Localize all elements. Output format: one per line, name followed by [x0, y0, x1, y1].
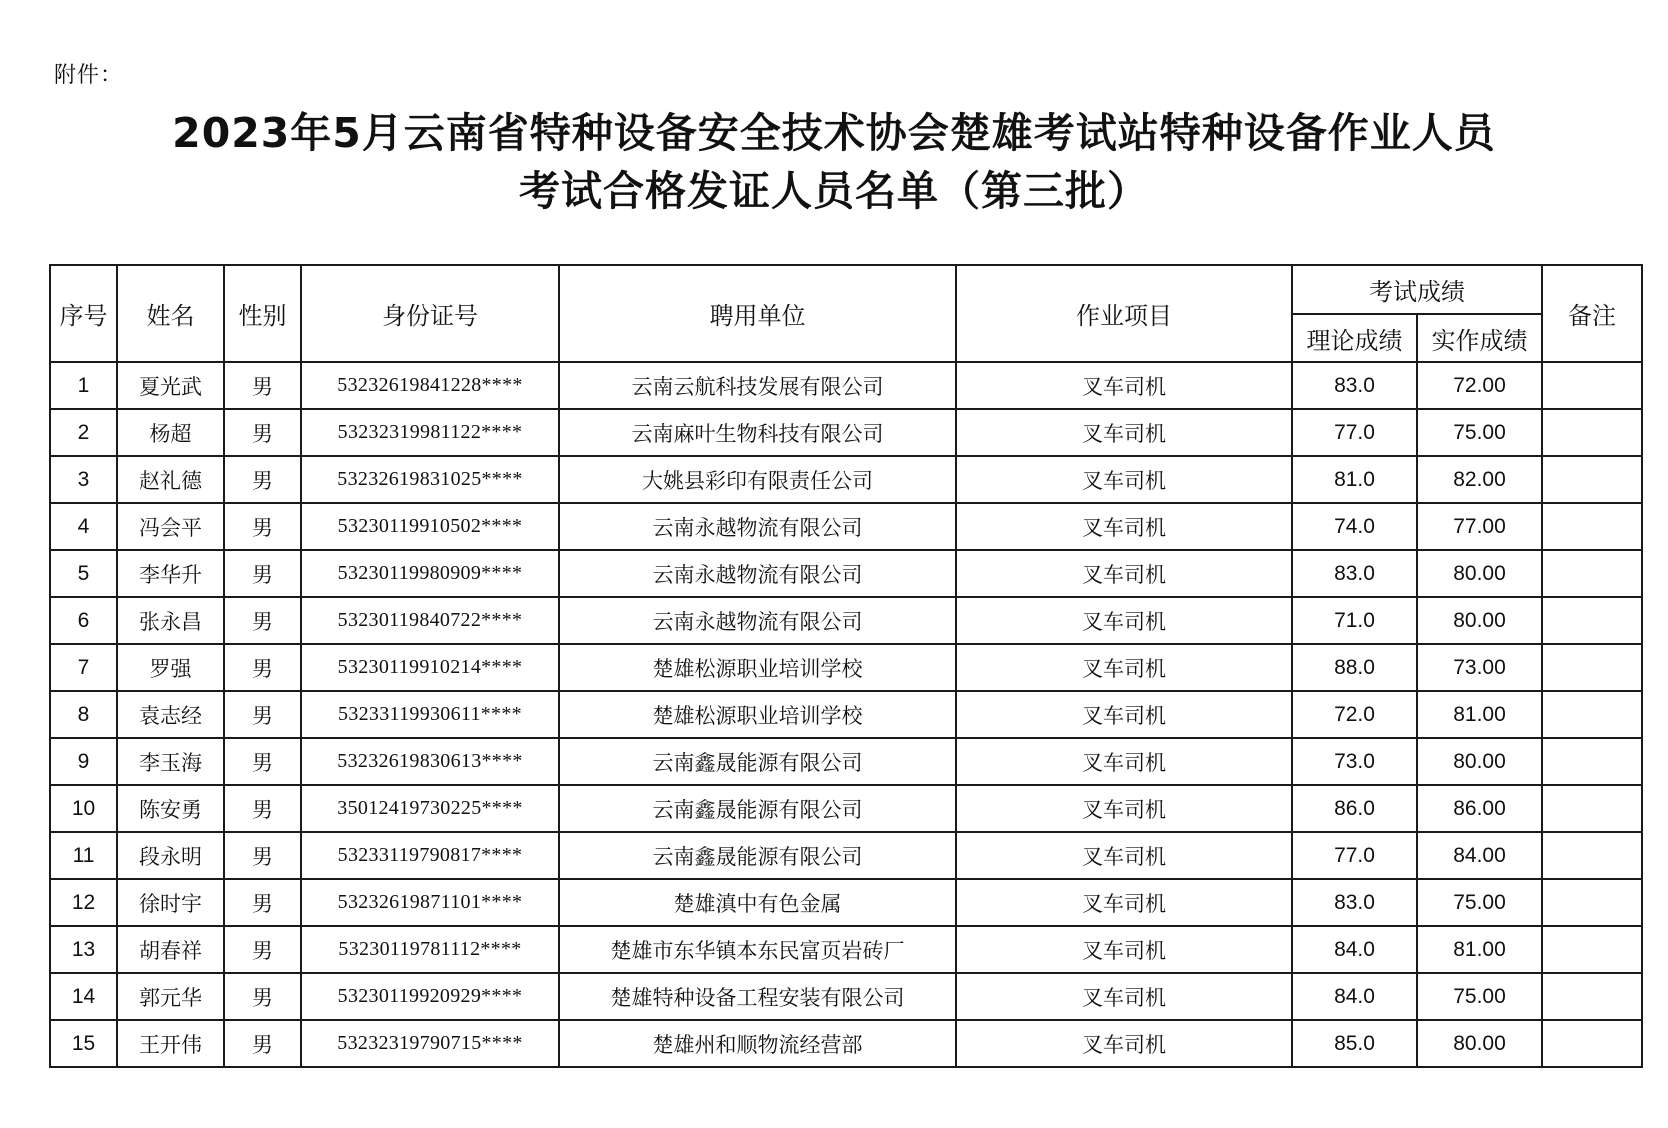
cell-theory-score: 84.0: [1292, 973, 1417, 1020]
document-title-line-2: 考试合格发证人员名单（第三批）: [519, 167, 1149, 215]
cell-employer: 云南麻叶生物科技有限公司: [559, 409, 956, 456]
cell-id-number: 53230119980909****: [301, 550, 559, 597]
attachment-label: 附件：: [54, 63, 124, 88]
cell-practical-score: 80.00: [1417, 738, 1542, 785]
cell-sex: 男: [224, 879, 301, 926]
cell-seq: 5: [50, 550, 117, 597]
cell-practical-score: 77.00: [1417, 503, 1542, 550]
cell-job-item: 叉车司机: [956, 503, 1292, 550]
cell-remark: [1542, 973, 1642, 1020]
cell-job-item: 叉车司机: [956, 832, 1292, 879]
cell-seq: 10: [50, 785, 117, 832]
cell-seq: 12: [50, 879, 117, 926]
cell-employer: 大姚县彩印有限责任公司: [559, 456, 956, 503]
cell-name: 杨超: [117, 409, 224, 456]
table-row: [50, 832, 1642, 879]
cell-sex: 男: [224, 926, 301, 973]
cell-sex: 男: [224, 832, 301, 879]
cell-name: 罗强: [117, 644, 224, 691]
cell-id-number: 53232619871101****: [301, 879, 559, 926]
cell-id-number: 53230119920929****: [301, 973, 559, 1020]
cell-employer: 楚雄特种设备工程安装有限公司: [559, 973, 956, 1020]
table-row: [50, 785, 1642, 832]
cell-theory-score: 73.0: [1292, 738, 1417, 785]
cell-theory-score: 85.0: [1292, 1020, 1417, 1067]
cell-name: 李华升: [117, 550, 224, 597]
cell-theory-score: 77.0: [1292, 409, 1417, 456]
table-row: [50, 644, 1642, 691]
cell-practical-score: 81.00: [1417, 691, 1542, 738]
table-row: [50, 597, 1642, 644]
cell-sex: 男: [224, 644, 301, 691]
cell-seq: 13: [50, 926, 117, 973]
cell-job-item: 叉车司机: [956, 550, 1292, 597]
header-job-item: 作业项目: [956, 265, 1292, 362]
cell-practical-score: 80.00: [1417, 597, 1542, 644]
cell-practical-score: 82.00: [1417, 456, 1542, 503]
cell-theory-score: 77.0: [1292, 832, 1417, 879]
cell-id-number: 53230119840722****: [301, 597, 559, 644]
cell-employer: 云南永越物流有限公司: [559, 503, 956, 550]
cell-seq: 6: [50, 597, 117, 644]
cell-id-number: 53230119910214****: [301, 644, 559, 691]
cell-theory-score: 74.0: [1292, 503, 1417, 550]
cell-theory-score: 83.0: [1292, 550, 1417, 597]
cell-job-item: 叉车司机: [956, 973, 1292, 1020]
header-employer: 聘用单位: [559, 265, 956, 362]
document-title-line-1: 2023年5月云南省特种设备安全技术协会楚雄考试站特种设备作业人员: [172, 109, 1496, 157]
cell-employer: 楚雄松源职业培训学校: [559, 644, 956, 691]
cell-remark: [1542, 362, 1642, 409]
table-header: [50, 265, 1642, 362]
header-id-number: 身份证号: [301, 265, 559, 362]
cell-sex: 男: [224, 550, 301, 597]
cell-remark: [1542, 879, 1642, 926]
cell-sex: 男: [224, 409, 301, 456]
cell-sex: 男: [224, 456, 301, 503]
header-seq: 序号: [50, 265, 117, 362]
cell-remark: [1542, 926, 1642, 973]
cell-remark: [1542, 597, 1642, 644]
cell-practical-score: 80.00: [1417, 550, 1542, 597]
cell-seq: 11: [50, 832, 117, 879]
cell-id-number: 53233119790817****: [301, 832, 559, 879]
cell-sex: 男: [224, 362, 301, 409]
cell-employer: 云南鑫晟能源有限公司: [559, 738, 956, 785]
table-row: [50, 879, 1642, 926]
cell-id-number: 53230119910502****: [301, 503, 559, 550]
table-body: [50, 362, 1642, 1067]
cell-id-number: 53232319790715****: [301, 1020, 559, 1067]
certified-personnel-table: [49, 264, 1643, 1068]
cell-seq: 9: [50, 738, 117, 785]
cell-theory-score: 81.0: [1292, 456, 1417, 503]
cell-theory-score: 83.0: [1292, 879, 1417, 926]
cell-theory-score: 72.0: [1292, 691, 1417, 738]
header-sex: 性别: [224, 265, 301, 362]
cell-practical-score: 72.00: [1417, 362, 1542, 409]
cell-seq: 4: [50, 503, 117, 550]
cell-sex: 男: [224, 973, 301, 1020]
cell-seq: 8: [50, 691, 117, 738]
cell-remark: [1542, 785, 1642, 832]
cell-name: 冯会平: [117, 503, 224, 550]
cell-name: 郭元华: [117, 973, 224, 1020]
cell-employer: 云南永越物流有限公司: [559, 550, 956, 597]
cell-employer: 云南永越物流有限公司: [559, 597, 956, 644]
table-row: [50, 409, 1642, 456]
cell-theory-score: 71.0: [1292, 597, 1417, 644]
cell-id-number: 35012419730225****: [301, 785, 559, 832]
cell-name: 赵礼德: [117, 456, 224, 503]
cell-remark: [1542, 738, 1642, 785]
cell-remark: [1542, 456, 1642, 503]
cell-remark: [1542, 832, 1642, 879]
cell-sex: 男: [224, 738, 301, 785]
table-row: [50, 503, 1642, 550]
cell-seq: 15: [50, 1020, 117, 1067]
cell-practical-score: 81.00: [1417, 926, 1542, 973]
cell-job-item: 叉车司机: [956, 597, 1292, 644]
cell-employer: 云南鑫晟能源有限公司: [559, 785, 956, 832]
cell-job-item: 叉车司机: [956, 409, 1292, 456]
cell-practical-score: 84.00: [1417, 832, 1542, 879]
cell-theory-score: 86.0: [1292, 785, 1417, 832]
table-row: [50, 926, 1642, 973]
cell-sex: 男: [224, 1020, 301, 1067]
cell-seq: 14: [50, 973, 117, 1020]
cell-theory-score: 88.0: [1292, 644, 1417, 691]
header-practical-score: 实作成绩: [1417, 314, 1542, 362]
cell-employer: 楚雄松源职业培训学校: [559, 691, 956, 738]
cell-name: 徐时宇: [117, 879, 224, 926]
cell-sex: 男: [224, 503, 301, 550]
cell-sex: 男: [224, 597, 301, 644]
cell-job-item: 叉车司机: [956, 785, 1292, 832]
cell-practical-score: 80.00: [1417, 1020, 1542, 1067]
cell-name: 胡春祥: [117, 926, 224, 973]
cell-remark: [1542, 644, 1642, 691]
table-row: [50, 738, 1642, 785]
cell-id-number: 53232619831025****: [301, 456, 559, 503]
cell-name: 李玉海: [117, 738, 224, 785]
cell-remark: [1542, 409, 1642, 456]
cell-job-item: 叉车司机: [956, 456, 1292, 503]
cell-sex: 男: [224, 785, 301, 832]
cell-job-item: 叉车司机: [956, 926, 1292, 973]
header-remark: 备注: [1542, 265, 1642, 362]
cell-seq: 2: [50, 409, 117, 456]
cell-practical-score: 75.00: [1417, 973, 1542, 1020]
cell-job-item: 叉车司机: [956, 879, 1292, 926]
cell-id-number: 53232619830613****: [301, 738, 559, 785]
table-row: [50, 456, 1642, 503]
cell-id-number: 53232319981122****: [301, 409, 559, 456]
table-row: [50, 1020, 1642, 1067]
header-theory-score: 理论成绩: [1292, 314, 1417, 362]
cell-name: 夏光武: [117, 362, 224, 409]
cell-seq: 3: [50, 456, 117, 503]
cell-seq: 7: [50, 644, 117, 691]
cell-job-item: 叉车司机: [956, 362, 1292, 409]
cell-theory-score: 83.0: [1292, 362, 1417, 409]
cell-name: 袁志经: [117, 691, 224, 738]
table-row: [50, 691, 1642, 738]
table-row: [50, 973, 1642, 1020]
cell-job-item: 叉车司机: [956, 1020, 1292, 1067]
cell-name: 王开伟: [117, 1020, 224, 1067]
cell-id-number: 53233119930611****: [301, 691, 559, 738]
cell-id-number: 53232619841228****: [301, 362, 559, 409]
cell-job-item: 叉车司机: [956, 738, 1292, 785]
table-row: [50, 550, 1642, 597]
cell-employer: 云南云航科技发展有限公司: [559, 362, 956, 409]
table-row: [50, 362, 1642, 409]
header-name: 姓名: [117, 265, 224, 362]
cell-name: 段永明: [117, 832, 224, 879]
cell-practical-score: 73.00: [1417, 644, 1542, 691]
cell-theory-score: 84.0: [1292, 926, 1417, 973]
cell-seq: 1: [50, 362, 117, 409]
cell-employer: 云南鑫晟能源有限公司: [559, 832, 956, 879]
cell-remark: [1542, 503, 1642, 550]
cell-remark: [1542, 1020, 1642, 1067]
cell-practical-score: 75.00: [1417, 409, 1542, 456]
cell-name: 陈安勇: [117, 785, 224, 832]
cell-practical-score: 86.00: [1417, 785, 1542, 832]
cell-name: 张永昌: [117, 597, 224, 644]
cell-employer: 楚雄市东华镇本东民富页岩砖厂: [559, 926, 956, 973]
cell-employer: 楚雄滇中有色金属: [559, 879, 956, 926]
cell-job-item: 叉车司机: [956, 691, 1292, 738]
cell-sex: 男: [224, 691, 301, 738]
cell-practical-score: 75.00: [1417, 879, 1542, 926]
header-exam-score: 考试成绩: [1292, 265, 1542, 314]
cell-remark: [1542, 550, 1642, 597]
cell-job-item: 叉车司机: [956, 644, 1292, 691]
cell-employer: 楚雄州和顺物流经营部: [559, 1020, 956, 1067]
cell-remark: [1542, 691, 1642, 738]
cell-id-number: 53230119781112****: [301, 926, 559, 973]
